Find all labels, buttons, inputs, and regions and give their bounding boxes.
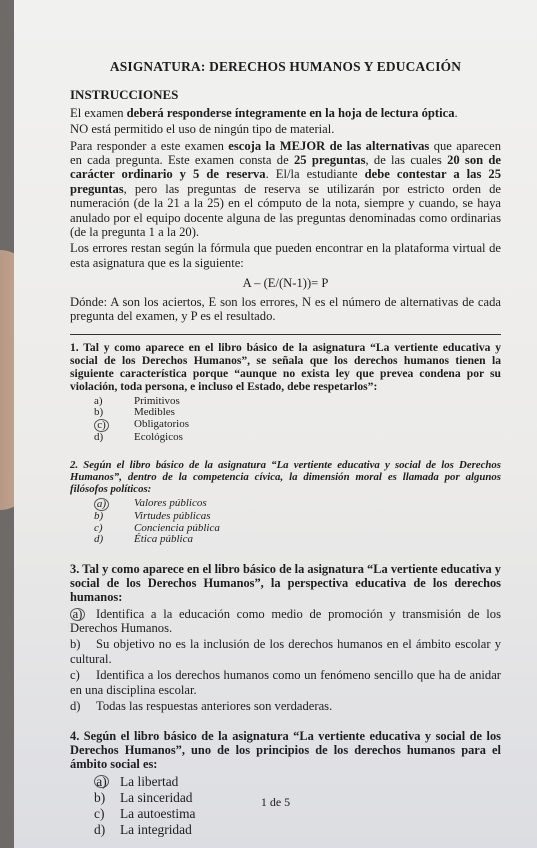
instruction-p4: Los errores restan según la fórmula que pueden encontrar en la plataforma virtual de esta asignatura que es la siguiente: <box>70 241 501 270</box>
question-4 <box>70 729 501 838</box>
question-2 <box>70 459 501 546</box>
option-text: Identifica a los derechos humanos como un fenómeno sencillo que ha de anidar en una disciplina escolar. <box>70 668 501 697</box>
questions-list <box>70 341 501 839</box>
text-bold: deberá responderse íntegramente en la hoja de lectura óptica <box>126 105 455 120</box>
text: . El/la estudiante <box>265 167 365 182</box>
option-letter <box>94 432 134 444</box>
option-text: La sinceridad <box>120 790 193 806</box>
answer-option[interactable] <box>94 774 501 790</box>
letter: a) <box>94 394 103 407</box>
option-letter <box>70 607 96 621</box>
option-text: Obligatorios <box>134 417 189 430</box>
circled-mark: a) <box>94 775 109 788</box>
text-bold: 20 son de carácter ordinario y 5 de reserva <box>70 153 501 182</box>
letter: d) <box>70 698 81 713</box>
instruction-p5: Dónde: A son los aciertos, E son los errores, N es el número de alternativas de cada pregunta del examen, y P es el resultado. <box>70 294 501 324</box>
divider <box>70 334 501 335</box>
question-stem: 3. Tal y como aparece en el libro básico de la asignatura “La vertiente educativa y social de los Derechos Humanos”, la perspectiva educativa de los derechos humanos: <box>70 561 501 604</box>
letter: c) <box>70 668 80 683</box>
question-stem: 1. Tal y como aparece en el libro básico de la asignatura “La vertiente educativa y social de los Derechos Humanos”, se señala que los derechos humanos tienen la siguiente característica porque “aunque no exista ley que prevea condena por su violación, toda persona, e incluso el Estado, debe respetarlos”: <box>70 340 501 393</box>
instruction-p1 <box>70 106 501 120</box>
instructions-heading: INSTRUCCIONES <box>70 87 179 103</box>
option-text: Primitivos <box>134 394 180 407</box>
page-title: ASIGNATURA: DERECHOS HUMANOS Y EDUCACIÓN <box>109 59 462 74</box>
text: que aparecen en cada pregunta. Este examen consta de <box>70 138 502 168</box>
answer-option[interactable] <box>94 432 501 444</box>
letter: d) <box>94 430 104 443</box>
option-letter <box>94 534 134 546</box>
option-text: Ecológicos <box>134 430 183 443</box>
option-text: Todas las respuestas anteriores son verdaderas. <box>96 698 333 713</box>
answer-option[interactable] <box>94 419 501 432</box>
text: , pero las preguntas de reserva se utilizarán por estricto orden de numeración (de la 21 a la 25) en el cómputo de la nota, siempre y cuando, se haya anulado por el equipo docente alguna de las preguntas denominadas como ordinarias (de la pregunta 1 a la 20). <box>70 181 501 240</box>
answer-option[interactable] <box>94 534 501 546</box>
text: , de las cuales <box>365 153 448 168</box>
instructions-section <box>70 88 501 323</box>
answer-option[interactable] <box>94 822 501 838</box>
option-text: Ética pública <box>134 533 193 545</box>
option-letter <box>70 699 96 713</box>
option-letter <box>94 822 120 838</box>
letter: b) <box>94 510 104 522</box>
option-letter <box>94 407 134 419</box>
instruction-p2: NO está permitido el uso de ningún tipo de material. <box>70 122 335 137</box>
option-letter <box>94 774 120 790</box>
options-list <box>70 498 501 546</box>
question-stem: 2. Según el libro básico de la asignatura “La vertiente educativa y social de los Derechos Humanos”, dentro de la competencia cívica, la dimensión moral es llamada por algunos filósofos políticos: <box>70 459 501 495</box>
circled-mark: a) <box>94 498 109 511</box>
answer-option[interactable] <box>70 699 501 713</box>
answer-option[interactable] <box>70 637 501 666</box>
option-text: Su objetivo no es la inclusión de los derechos humanos en el ámbito escolar y cultural. <box>70 637 501 666</box>
question-3 <box>70 562 501 714</box>
text: El examen <box>70 105 127 120</box>
option-text: Identifica a la educación como medio de promoción y transmisión de los Derechos Humanos. <box>70 606 501 635</box>
text-bold: 25 preguntas <box>293 153 366 168</box>
circled-mark: c) <box>94 419 109 432</box>
text: . <box>454 105 458 120</box>
option-text: La integridad <box>120 822 192 838</box>
answer-option[interactable] <box>70 607 501 636</box>
question-stem: 4. Según el libro básico de la asignatura “La vertiente educativa y social de los Derechos Humanos”, uno de los principios de los derechos humanos para el ámbito social es: <box>70 729 501 772</box>
option-letter <box>70 668 96 682</box>
page-number: 1 de 5 <box>260 795 291 809</box>
instruction-p3 <box>70 139 501 240</box>
option-text: Conciencia pública <box>134 521 220 534</box>
text-bold: escoja la MEJOR de las alternativas <box>228 138 430 153</box>
option-text: La libertad <box>120 774 179 790</box>
text: Para responder a este examen <box>70 138 229 153</box>
letter: d) <box>94 822 106 838</box>
answer-option[interactable] <box>94 511 501 523</box>
option-text: Medibles <box>134 406 175 418</box>
scoring-formula: A – (E/(N-1))= P <box>242 276 329 291</box>
exam-sheet <box>14 0 537 848</box>
option-text: Valores públicos <box>134 497 207 509</box>
option-text: Virtudes públicas <box>134 510 211 522</box>
letter: b) <box>94 406 104 418</box>
question-1 <box>70 341 501 444</box>
answer-option[interactable] <box>70 668 501 697</box>
option-text: La autoestima <box>120 806 196 822</box>
letter: b) <box>94 790 106 806</box>
option-letter <box>70 637 96 651</box>
options-list <box>70 396 501 444</box>
text-bold: debe contestar a las 25 preguntas <box>70 167 502 196</box>
circled-mark: a) <box>70 608 85 621</box>
letter: c) <box>94 806 105 822</box>
letter: c) <box>94 521 103 534</box>
letter: d) <box>94 533 104 545</box>
letter: b) <box>70 637 81 652</box>
answer-option[interactable] <box>94 407 501 419</box>
